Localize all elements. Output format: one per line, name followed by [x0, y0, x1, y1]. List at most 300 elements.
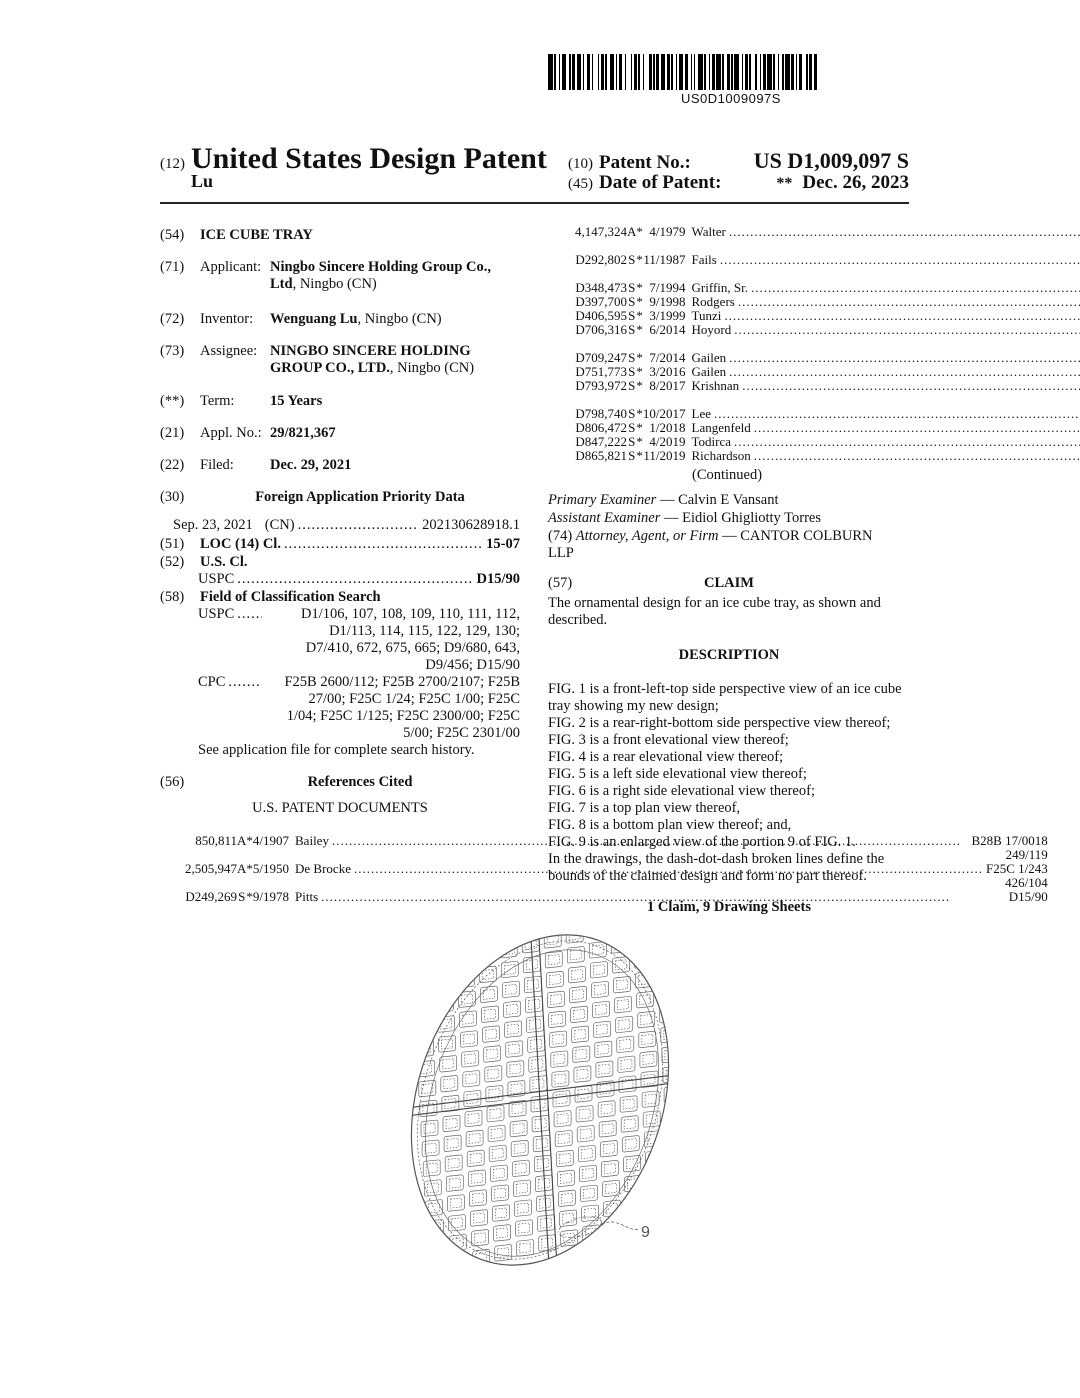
description-line: FIG. 3 is a front elevational view thereof;	[548, 732, 789, 748]
tray-cell	[443, 1115, 460, 1132]
tray-cell	[505, 1021, 522, 1038]
tray-cell-inner	[432, 1262, 443, 1272]
ref-name: Gailen	[691, 350, 727, 365]
search-cpc-line: 5/00; F25C 2301/00	[403, 725, 520, 741]
appl-no-value: 29/821,367	[270, 425, 336, 441]
tray-cell	[499, 921, 516, 938]
field-56	[160, 774, 520, 800]
tray-cell-inner	[414, 944, 425, 954]
tray-cell-inner	[674, 1208, 685, 1218]
tray-cell	[511, 1140, 528, 1157]
ref-name-wrap	[692, 309, 1080, 323]
tray-cell-inner	[579, 1109, 590, 1119]
claims-summary: 1 Claim, 9 Drawing Sheets	[647, 899, 811, 915]
ref-number: D793,972	[575, 378, 627, 393]
reference-row	[575, 323, 1080, 351]
tray-cell	[471, 1210, 488, 1227]
ref-name-wrap	[692, 365, 1080, 379]
ref-kind: S	[628, 364, 636, 379]
tray-cell	[489, 1145, 506, 1162]
tray-cell	[667, 1145, 684, 1162]
tray-cell	[480, 986, 497, 1003]
leader-dots	[237, 571, 473, 589]
tray-cell-inner	[574, 1009, 585, 1019]
tray-cell-inner	[425, 1143, 436, 1153]
tray-cell	[466, 1130, 483, 1147]
code-22: (22)	[160, 457, 185, 473]
ref-name-cell	[692, 351, 1080, 365]
description-line: tray showing my new design;	[548, 698, 719, 714]
primary-examiner	[548, 492, 910, 510]
tray-cell-inner	[438, 979, 449, 989]
tray-cell	[615, 996, 632, 1013]
ref-kind: S	[238, 889, 246, 904]
tray-cell	[436, 996, 453, 1013]
reference-row	[575, 421, 1080, 435]
tray-cell	[521, 916, 538, 933]
assignee-location: , Ningbo (CN)	[389, 360, 475, 376]
ref-name-cell	[692, 449, 1080, 463]
tray-cell-inner	[571, 970, 582, 980]
tray-cell-inner	[637, 955, 648, 965]
reference-row	[575, 281, 1080, 295]
ref-star: *	[636, 434, 643, 449]
tray-cell-inner	[443, 1059, 454, 1069]
field-54	[160, 227, 520, 259]
tray-cell	[454, 915, 471, 928]
reference-row	[575, 407, 1080, 421]
leader-dots	[729, 351, 1080, 365]
ref-date: 4/2019	[649, 434, 686, 449]
ref-number: D397,700	[575, 294, 627, 309]
tray-cell-inner	[630, 1218, 641, 1228]
ref-star: *	[636, 406, 643, 421]
loc-value: 15-07	[486, 536, 520, 552]
tray-cell-inner	[573, 989, 584, 999]
tray-cell	[455, 931, 472, 948]
tray-cell-inner	[474, 1213, 485, 1223]
ice-cube-tray-drawing	[390, 915, 690, 1295]
ref-star: *	[636, 280, 643, 295]
tray-cell	[444, 1135, 461, 1152]
ref-date: 9/1998	[649, 294, 686, 309]
ref-date: 7/1994	[649, 280, 686, 295]
tray-cell	[425, 1199, 442, 1216]
assistant-examiner	[548, 510, 910, 528]
reference-row	[575, 225, 1080, 253]
tray-cell-inner	[516, 1183, 527, 1193]
tray-cell-inner	[467, 1094, 478, 1104]
code-54: (54)	[160, 227, 185, 243]
search-uspc-line: D7/410, 672, 675, 665; D9/680, 643,	[305, 640, 520, 656]
tray-cell-inner	[417, 1004, 428, 1014]
tray-cell-inner	[663, 1010, 674, 1020]
assistant-examiner-label: Assistant Examiner	[548, 510, 661, 526]
tray-cell-inner	[553, 1034, 564, 1044]
tray-cell-inner	[615, 960, 626, 970]
tray-cell	[626, 1195, 643, 1212]
tray-cell-inner	[464, 1034, 475, 1044]
description-text	[548, 681, 910, 885]
tray-cell-inner	[577, 1069, 588, 1079]
tray-cell-inner	[442, 1039, 453, 1049]
attorney-row	[548, 528, 910, 545]
tray-cell-inner	[431, 1243, 442, 1253]
search-uspc-label: USPC	[198, 606, 235, 622]
tray-cell-inner	[595, 985, 606, 995]
tray-cell-inner	[435, 920, 446, 930]
ref-kind: A	[237, 861, 247, 876]
tray-cell	[463, 1070, 480, 1087]
ref-kind: S	[628, 420, 636, 435]
ref-name: Lee	[691, 406, 711, 421]
tray-cell-inner	[493, 1168, 504, 1178]
ref-number: D406,595	[575, 308, 627, 323]
ref-date: 11/2019	[643, 448, 686, 463]
tray-cell	[423, 1160, 440, 1177]
filed-value: Dec. 29, 2021	[270, 457, 352, 473]
tray-cell	[473, 1249, 490, 1266]
tray-cell-inner	[562, 1193, 573, 1203]
patent-number-row	[568, 148, 909, 174]
applicant-value	[270, 259, 491, 311]
tray-cell-inner	[555, 1074, 566, 1084]
field-51	[160, 536, 520, 554]
tray-cell-inner	[494, 1188, 505, 1198]
tray-cell	[494, 1225, 511, 1242]
ref-date: 3/2016	[649, 364, 686, 379]
tray-cell-inner	[658, 930, 669, 940]
tray-cell	[482, 1006, 499, 1023]
tray-cell-inner	[518, 1203, 529, 1213]
tray-cell-inner	[601, 1104, 612, 1114]
tray-cell-inner	[552, 1014, 563, 1024]
tray-cell-inner	[646, 1114, 657, 1124]
tray-cell	[601, 1160, 618, 1177]
barcode-number: US0D1009097S	[681, 91, 781, 106]
patent-date-row	[568, 172, 909, 194]
ref-name: Rodgers	[691, 294, 735, 309]
tray-cell-inner	[444, 1079, 455, 1089]
claim-line: The ornamental design for an ice cube tray, as shown and	[548, 595, 881, 611]
tray-cell	[476, 915, 493, 923]
patent-number: US D1,009,097 S	[753, 148, 909, 173]
tray-cell	[450, 1234, 467, 1251]
ref-kind: S	[628, 322, 636, 337]
ref-kind: S	[628, 350, 636, 365]
ref-name-cell	[692, 253, 1080, 281]
field-30	[160, 489, 520, 517]
field-72	[160, 311, 520, 343]
reference-row	[575, 351, 1080, 365]
reference-row	[575, 365, 1080, 379]
code-30: (30)	[160, 489, 185, 505]
tray-cell	[490, 1165, 507, 1182]
ref-name-wrap	[692, 253, 1080, 267]
tray-cell-inner	[597, 1024, 608, 1034]
tray-cell	[576, 1105, 593, 1122]
tray-cell-inner	[513, 1124, 524, 1134]
tray-cell	[544, 931, 561, 948]
tray-cell-inner	[657, 915, 668, 920]
ref-number: 850,811	[195, 833, 237, 848]
reference-row	[575, 253, 1080, 281]
tray-cell	[572, 1026, 589, 1043]
claim-heading: CLAIM	[704, 575, 754, 591]
ref-date: 1/2018	[649, 420, 686, 435]
ref-name: Gailen	[691, 364, 727, 379]
code-term: (**)	[160, 393, 185, 409]
barcode-bar	[817, 54, 819, 90]
tray-cell	[504, 1001, 521, 1018]
tray-cell	[588, 922, 605, 939]
tray-cell	[643, 1111, 660, 1128]
description-line: FIG. 4 is a rear elevational view thereof;	[548, 749, 784, 765]
tray-cell	[428, 1239, 445, 1256]
tray-cell	[432, 916, 449, 933]
search-uspc-line: D9/456; D15/90	[425, 657, 520, 673]
tray-cell	[510, 1120, 527, 1137]
ref-name-wrap	[692, 281, 1080, 295]
tray-cell-inner	[641, 1014, 652, 1024]
tray-cell	[655, 927, 672, 944]
tray-cell	[502, 981, 519, 998]
tray-cell-inner	[556, 1094, 567, 1104]
reference-row	[575, 449, 1080, 463]
tray-cell-inner	[607, 1203, 618, 1213]
tray-cell	[487, 1105, 504, 1122]
tray-cell-inner	[450, 1198, 461, 1208]
barcode	[548, 54, 910, 90]
tray-cell	[669, 1165, 686, 1182]
search-uspc-lines	[268, 606, 520, 674]
tray-cell	[548, 991, 565, 1008]
tray-cell-inner	[618, 1000, 629, 1010]
ref-class-2	[692, 267, 1080, 281]
inventor-location: , Ningbo (CN)	[357, 311, 442, 327]
tray-cell	[570, 986, 587, 1003]
tray-cell-inner	[497, 1228, 508, 1238]
ref-name-cell	[692, 295, 1080, 309]
tray-cell-inner	[483, 989, 494, 999]
applicant-location: , Ningbo (CN)	[292, 276, 377, 292]
ref-name-wrap	[692, 323, 1080, 337]
code-21: (21)	[160, 425, 185, 441]
tray-cell	[622, 1135, 639, 1152]
tray-cell-inner	[668, 1109, 679, 1119]
ref-name-cell	[692, 421, 1080, 435]
tray-cell	[435, 976, 452, 993]
ref-kind: S	[628, 434, 636, 449]
ref-number: D348,473	[575, 280, 627, 295]
appl-no-label: Appl. No.:	[200, 425, 262, 441]
tray-cell-inner	[673, 1189, 684, 1199]
tray-cell	[446, 1175, 463, 1192]
tray-cell	[412, 961, 429, 978]
ref-star: *	[636, 378, 643, 393]
tray-cell	[515, 1200, 532, 1217]
detail-callout	[556, 1213, 638, 1242]
tray-cell	[543, 915, 560, 928]
primary-examiner-value: — Calvin E Vansant	[659, 492, 779, 508]
tray-cell	[479, 966, 496, 983]
ref-star: *	[636, 350, 643, 365]
tray-cell-inner	[447, 1138, 458, 1148]
ref-star: *	[636, 322, 643, 337]
tray-cell-inner	[613, 920, 624, 930]
design-title: ICE CUBE TRAY	[200, 227, 313, 243]
ref-kind: A	[627, 224, 637, 239]
ref-name-cell	[692, 309, 1080, 323]
ref-name: Griffin, Sr.	[691, 280, 748, 295]
leader-dots	[738, 295, 1080, 309]
tray-cell-inner	[568, 915, 579, 920]
tray-cell-inner	[468, 1113, 479, 1123]
tray-cell-inner	[549, 974, 560, 984]
tray-cell-inner	[486, 1029, 497, 1039]
leader-dots	[729, 365, 1080, 379]
ref-number: 2,505,947	[185, 861, 237, 876]
field-52	[160, 554, 520, 571]
tray-cell-inner	[600, 1084, 611, 1094]
ref-star: *	[636, 364, 643, 379]
tray-cell-inner	[469, 1133, 480, 1143]
tray-cell	[663, 1066, 680, 1083]
leader-dots	[734, 435, 1080, 449]
tray-cell-inner	[554, 1054, 565, 1064]
tray-cell-inner	[650, 1174, 661, 1184]
priority-number: 202130628918.1	[422, 517, 520, 533]
tray-cell-inner	[457, 915, 468, 925]
tray-cell-inner	[465, 1054, 476, 1064]
tray-cell	[595, 1041, 612, 1058]
us-cl-label: U.S. Cl.	[200, 554, 248, 570]
tray-cell	[488, 1125, 505, 1142]
tray-cell-inner	[672, 1169, 683, 1179]
tray-cell	[616, 1016, 633, 1033]
ref-name: Richardson	[691, 448, 751, 463]
tray-cell	[413, 981, 430, 998]
code-12: (12)	[160, 156, 185, 172]
tray-cell-inner	[602, 1124, 613, 1134]
search-field-label: Field of Classification Search	[200, 589, 381, 605]
tray-cell	[639, 1031, 656, 1048]
tray-cell-inner	[592, 945, 603, 955]
tray-cell	[567, 946, 584, 963]
tray-cell	[561, 1230, 578, 1247]
description-line: FIG. 2 is a rear-right-bottom side perspective view thereof;	[548, 715, 891, 731]
description-line: FIG. 9 is an enlarged view of the portion 9 of FIG. 1.	[548, 834, 856, 850]
tray-cell-inner	[520, 1243, 531, 1253]
tray-cell-inner	[661, 970, 672, 980]
leader-dots	[742, 379, 1080, 393]
uspc-value: D15/90	[476, 571, 520, 587]
tray-cell	[621, 1116, 638, 1133]
tray-cell	[513, 1180, 530, 1197]
ref-number: D292,802	[575, 252, 627, 267]
applicant-name-2: Ltd	[270, 276, 293, 292]
tray-cell-inner	[509, 1044, 520, 1054]
ref-name-wrap	[692, 449, 1080, 463]
patent-title: United States Design Patent	[191, 142, 547, 175]
tray-cell	[568, 966, 585, 983]
tray-cell-inner	[472, 1193, 483, 1203]
tray-cell	[582, 1205, 599, 1222]
tray-cell	[654, 915, 671, 924]
tray-cell-inner	[665, 1049, 676, 1059]
ref-name-wrap	[692, 421, 1080, 435]
tray-cell-inner	[436, 939, 447, 949]
leader-dots	[228, 674, 262, 742]
patent-number-label: Patent No.:	[599, 152, 691, 173]
tray-cell	[429, 1259, 446, 1276]
leader-dots	[734, 323, 1080, 337]
tray-cell	[555, 1130, 572, 1147]
tray-cell-inner	[635, 915, 646, 925]
tray-cell	[577, 1125, 594, 1142]
search-cpc-label: CPC	[198, 674, 226, 690]
ref-class-2: 249/119	[1005, 847, 1048, 862]
tray-cell	[416, 1021, 433, 1038]
tray-cell-inner	[604, 1164, 615, 1174]
tray-cell-inner	[488, 1069, 499, 1079]
ref-class: B28B 17/0018	[971, 833, 1048, 848]
ref-star: *	[636, 252, 643, 267]
field-73	[160, 343, 520, 393]
tray-cell	[491, 1185, 508, 1202]
tray-cell	[516, 1220, 533, 1237]
ref-number: D706,316	[575, 322, 627, 337]
tray-cell	[560, 1210, 577, 1227]
tray-cell	[493, 1205, 510, 1222]
tray-cell-inner	[416, 984, 427, 994]
tray-cell	[573, 1046, 590, 1063]
tray-cell	[600, 1140, 617, 1157]
attorney-value-2: LLP	[548, 545, 574, 561]
tray-cell	[557, 1170, 574, 1187]
tray-cell	[441, 1075, 458, 1092]
tray-cell-inner	[498, 1248, 509, 1258]
tray-cell-inner	[558, 1134, 569, 1144]
tray-cell	[512, 1160, 529, 1177]
ref-class-2	[692, 393, 1080, 407]
tray-cell	[648, 1190, 665, 1207]
tray-cell-inner	[502, 925, 513, 935]
ref-star: *	[246, 833, 253, 848]
tray-cell-inner	[598, 1044, 609, 1054]
tray-cell	[477, 926, 494, 943]
tray-cell	[581, 1185, 598, 1202]
tray-cell-inner	[441, 1019, 452, 1029]
tray-cell	[598, 1101, 615, 1118]
description-line: FIG. 8 is a bottom plan view thereof; and,	[548, 817, 792, 833]
tray-cell	[596, 1061, 613, 1078]
ref-name-wrap	[692, 351, 1080, 365]
tray-cell-inner	[454, 1258, 465, 1268]
ref-kind: S	[628, 252, 636, 267]
tray-cell	[553, 1090, 570, 1107]
date-label: Date of Patent:	[599, 172, 722, 193]
ref-name: Bailey	[295, 833, 329, 848]
tray-cell	[449, 1214, 466, 1231]
tray-cell-inner	[491, 1128, 502, 1138]
tray-cell	[587, 915, 604, 918]
ref-kind: S	[628, 280, 636, 295]
tray-cell	[579, 1165, 596, 1182]
search-cpc	[160, 674, 520, 742]
tray-cell	[545, 951, 562, 968]
tray-cell-inner	[557, 1114, 568, 1124]
